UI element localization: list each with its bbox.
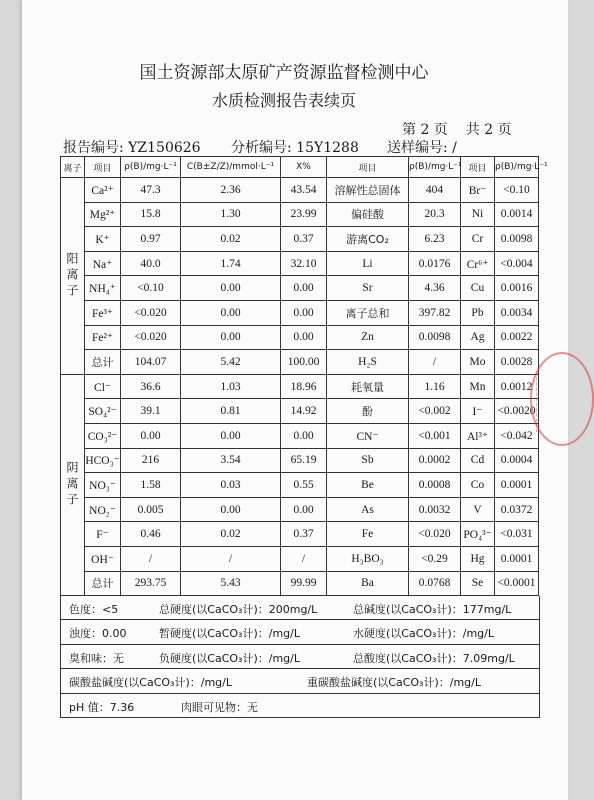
table-cell: 1.74 bbox=[181, 251, 281, 276]
table-cell: <0.002 bbox=[409, 399, 461, 424]
table-cell: NH₄⁺ bbox=[85, 276, 121, 301]
table-cell: / bbox=[121, 546, 181, 571]
header-cell: 项目 bbox=[327, 157, 409, 178]
page-info bbox=[402, 119, 530, 139]
table-row bbox=[61, 448, 539, 473]
table-cell: <0.020 bbox=[121, 300, 181, 325]
table-cell: <0.042 bbox=[495, 423, 539, 448]
table-cell: Br⁻ bbox=[461, 178, 495, 203]
table-cell: H₃BO₃ bbox=[327, 546, 409, 571]
table-cell: V bbox=[461, 497, 495, 522]
color-value: 色度：<5 bbox=[69, 603, 119, 616]
table-cell: 离子总和 bbox=[327, 300, 409, 325]
table-row bbox=[61, 571, 539, 596]
table-cell: Na⁺ bbox=[85, 251, 121, 276]
table-cell: Se bbox=[461, 571, 495, 596]
total-hardness: 总硬度(以CaCO₃计)：200mg/L bbox=[159, 603, 318, 616]
table-cell: 0.0016 bbox=[495, 276, 539, 301]
table-cell: 0.0022 bbox=[495, 325, 539, 350]
header-cell: C(B±Z/Z)/mmol·L⁻¹ bbox=[181, 157, 281, 178]
table-cell: Ca²⁺ bbox=[85, 178, 121, 203]
table-cell: 0.0034 bbox=[495, 300, 539, 325]
table-cell: <0.020 bbox=[121, 325, 181, 350]
table-cell: Ni bbox=[461, 202, 495, 227]
report-number-label: 报告编号: bbox=[63, 140, 124, 156]
header-cell: 项目 bbox=[85, 157, 121, 178]
table-row bbox=[61, 522, 539, 547]
table-cell: 0.0372 bbox=[495, 497, 539, 522]
table-cell: 酚 bbox=[327, 399, 409, 424]
negative-hardness: 负硬度(以CaCO₃计)：/mg/L bbox=[159, 651, 300, 665]
table-cell: <0.0020 bbox=[495, 399, 539, 424]
table-cell: 0.00 bbox=[181, 497, 281, 522]
table-cell: 404 bbox=[409, 178, 461, 203]
page-number: 第 2 页 bbox=[402, 122, 448, 138]
table-cell: 4.36 bbox=[409, 276, 461, 301]
table-cell: 0.0012 bbox=[495, 374, 539, 399]
table-row bbox=[61, 546, 539, 571]
table-cell: 0.0176 bbox=[409, 251, 461, 276]
table-cell: <0.29 bbox=[409, 546, 461, 571]
carbonate-alkalinity: 碳酸盐碱度(以CaCO₃计)：/mg/L bbox=[69, 676, 232, 690]
table-row bbox=[61, 178, 539, 203]
table-cell: / bbox=[281, 546, 327, 571]
table-cell: 总计 bbox=[85, 350, 121, 375]
table-cell: K⁺ bbox=[85, 227, 121, 252]
table-cell: 0.0014 bbox=[495, 202, 539, 227]
table-cell: 1.58 bbox=[121, 473, 181, 498]
analysis-number-block bbox=[231, 137, 387, 157]
footer-row bbox=[61, 669, 539, 693]
table-cell: 0.00 bbox=[181, 276, 281, 301]
table-cell: 0.0004 bbox=[495, 448, 539, 473]
table-row bbox=[61, 423, 539, 448]
table-cell: Ba bbox=[327, 571, 409, 596]
official-seal-arc bbox=[536, 372, 567, 432]
table-cell: 216 bbox=[121, 448, 181, 473]
table-cell: <0.004 bbox=[495, 251, 539, 276]
table-cell: I⁻ bbox=[461, 399, 495, 424]
table-cell: Fe²⁺ bbox=[85, 325, 121, 350]
table-cell: 3.54 bbox=[181, 448, 281, 473]
table-cell: Hg bbox=[461, 546, 495, 571]
table-cell: 0.0001 bbox=[495, 546, 539, 571]
sample-number-block bbox=[387, 137, 457, 157]
table-cell: NO₃⁻ bbox=[85, 473, 121, 498]
table-cell: F⁻ bbox=[85, 522, 121, 547]
table-cell: 0.005 bbox=[121, 497, 181, 522]
table-cell: Sb bbox=[327, 448, 409, 473]
table-cell: Cd bbox=[461, 448, 495, 473]
table-cell: Li bbox=[327, 251, 409, 276]
table-cell: 0.00 bbox=[281, 300, 327, 325]
water-hardness: 水硬度(以CaCO₃计)：/mg/L bbox=[353, 627, 494, 641]
table-row bbox=[61, 251, 539, 276]
report-footer bbox=[60, 596, 540, 718]
organization-title: 国土资源部太原矿产资源监督检测中心 bbox=[139, 63, 429, 83]
table-cell: 0.00 bbox=[281, 497, 327, 522]
table-cell: 偏硅酸 bbox=[327, 202, 409, 227]
table-cell: 5.43 bbox=[181, 571, 281, 596]
table-cell: 43.54 bbox=[281, 178, 327, 203]
header-cell: ρ(B)/mg·L⁻¹ bbox=[409, 157, 461, 178]
table-cell: 2.36 bbox=[181, 178, 281, 203]
table-cell: Al³⁺ bbox=[461, 423, 495, 448]
table-cell: 0.37 bbox=[281, 522, 327, 547]
bicarbonate-alkalinity: 重碳酸盐碱度(以CaCO₃计)：/mg/L bbox=[307, 676, 481, 690]
report-number-block bbox=[63, 137, 231, 157]
table-cell: <0.10 bbox=[495, 178, 539, 203]
table-cell: 6.23 bbox=[409, 227, 461, 252]
odor-value: 臭和味：无 bbox=[69, 651, 124, 665]
temporary-hardness: 暂硬度(以CaCO₃计)：/mg/L bbox=[159, 627, 300, 641]
table-cell: 104.07 bbox=[121, 350, 181, 375]
table-cell: 耗氧量 bbox=[327, 374, 409, 399]
table-cell: 0.0768 bbox=[409, 571, 461, 596]
footer-row bbox=[61, 645, 539, 669]
table-cell: 0.00 bbox=[281, 423, 327, 448]
sample-number-label: 送样编号: bbox=[387, 140, 448, 156]
table-cell: Mg²⁺ bbox=[85, 202, 121, 227]
table-cell: 0.46 bbox=[121, 522, 181, 547]
table-cell: 0.97 bbox=[121, 227, 181, 252]
table-cell: 游离CO₂ bbox=[327, 227, 409, 252]
footer-row bbox=[61, 620, 539, 644]
visible-matter: 肉眼可见物：无 bbox=[181, 700, 258, 714]
table-cell: Cu bbox=[461, 276, 495, 301]
table-cell: PO₄³⁻ bbox=[461, 522, 495, 547]
table-cell: 0.00 bbox=[181, 423, 281, 448]
ion-group-label: 阴离子 bbox=[61, 374, 85, 595]
table-cell: HCO₃⁻ bbox=[85, 448, 121, 473]
table-cell: 0.02 bbox=[181, 227, 281, 252]
page-total: 共 2 页 bbox=[465, 122, 512, 138]
table-cell: / bbox=[181, 546, 281, 571]
table-row bbox=[61, 325, 539, 350]
table-cell: <0.10 bbox=[121, 276, 181, 301]
table-cell: 0.00 bbox=[281, 276, 327, 301]
table-cell: 0.00 bbox=[181, 325, 281, 350]
table-cell: 0.0008 bbox=[409, 473, 461, 498]
table-cell: 1.30 bbox=[181, 202, 281, 227]
header-cell: X% bbox=[281, 157, 327, 178]
table-row bbox=[61, 227, 539, 252]
report-meta bbox=[63, 137, 457, 157]
table-cell: <0.031 bbox=[495, 522, 539, 547]
footer-row bbox=[61, 694, 539, 717]
table-cell: 36.6 bbox=[121, 374, 181, 399]
table-cell: 0.0002 bbox=[409, 448, 461, 473]
ph-value: pH 值：7.36 bbox=[69, 700, 135, 714]
table-cell: 0.81 bbox=[181, 399, 281, 424]
table-cell: 0.0098 bbox=[409, 325, 461, 350]
table-cell: Pb bbox=[461, 300, 495, 325]
ion-group-label: 阳离子 bbox=[61, 178, 85, 375]
table-cell: 0.37 bbox=[281, 227, 327, 252]
table-cell: 100.00 bbox=[281, 350, 327, 375]
table-cell: Mo bbox=[461, 350, 495, 375]
table-row bbox=[61, 300, 539, 325]
table-cell: <0.0001 bbox=[495, 571, 539, 596]
analysis-number: 15Y1288 bbox=[296, 140, 359, 156]
turbidity-value: 浊度：0.00 bbox=[69, 627, 127, 641]
report-title: 水质检测报告表续页 bbox=[211, 91, 356, 110]
table-cell: Cr⁶⁺ bbox=[461, 251, 495, 276]
table-cell: 47.3 bbox=[121, 178, 181, 203]
total-alkalinity: 总碱度(以CaCO₃计)：177mg/L bbox=[353, 603, 512, 616]
header-cell: ρ(B)/mg·L⁻¹ bbox=[495, 157, 539, 178]
table-cell: 32.10 bbox=[281, 251, 327, 276]
table-cell: 20.3 bbox=[409, 202, 461, 227]
table-cell: / bbox=[409, 350, 461, 375]
table-cell: 0.55 bbox=[281, 473, 327, 498]
table-row bbox=[61, 473, 539, 498]
table-cell: Be bbox=[327, 473, 409, 498]
table-cell: 40.0 bbox=[121, 251, 181, 276]
header-cell: 离子 bbox=[61, 157, 85, 178]
table-cell: 18.96 bbox=[281, 374, 327, 399]
table-cell: 0.0098 bbox=[495, 227, 539, 252]
table-cell: Mn bbox=[461, 374, 495, 399]
table-cell: 397.82 bbox=[409, 300, 461, 325]
table-row bbox=[61, 276, 539, 301]
table-row bbox=[61, 374, 539, 399]
table-cell: OH⁻ bbox=[85, 546, 121, 571]
table-cell: 0.0028 bbox=[495, 350, 539, 375]
table-cell: Fe³⁺ bbox=[85, 300, 121, 325]
footer-row bbox=[61, 596, 539, 620]
table-cell: 0.00 bbox=[281, 325, 327, 350]
water-quality-table bbox=[60, 156, 548, 596]
table-cell: Cr bbox=[461, 227, 495, 252]
table-cell: 总计 bbox=[85, 571, 121, 596]
header-cell: ρ(B)/mg·L⁻¹ bbox=[121, 157, 181, 178]
table-cell: 0.00 bbox=[181, 300, 281, 325]
table-cell: <0.001 bbox=[409, 423, 461, 448]
table-row bbox=[61, 350, 539, 375]
table-cell: Co bbox=[461, 473, 495, 498]
table-cell: CN⁻ bbox=[327, 423, 409, 448]
table-cell: 293.75 bbox=[121, 571, 181, 596]
table-row bbox=[61, 399, 539, 424]
table-header-row bbox=[61, 157, 539, 178]
table-cell: Zn bbox=[327, 325, 409, 350]
table-cell: 0.02 bbox=[181, 522, 281, 547]
table-cell: <0.020 bbox=[409, 522, 461, 547]
analysis-number-label: 分析编号: bbox=[231, 140, 292, 156]
table-cell: 14.92 bbox=[281, 399, 327, 424]
table-cell: 溶解性总固体 bbox=[327, 178, 409, 203]
total-acidity: 总酸度(以CaCO₃计)：7.09mg/L bbox=[353, 651, 515, 665]
table-cell: 1.03 bbox=[181, 374, 281, 399]
table-cell: 23.99 bbox=[281, 202, 327, 227]
sample-number: / bbox=[452, 140, 457, 156]
table-cell: Fe bbox=[327, 522, 409, 547]
table-row bbox=[61, 202, 539, 227]
table-cell: 5.42 bbox=[181, 350, 281, 375]
report-number: YZ150626 bbox=[128, 140, 201, 156]
table-row bbox=[61, 497, 539, 522]
table-cell: 15.8 bbox=[121, 202, 181, 227]
table-cell: 99.99 bbox=[281, 571, 327, 596]
header-cell: 项目 bbox=[461, 157, 495, 178]
table-cell: 0.00 bbox=[121, 423, 181, 448]
table-cell: 1.16 bbox=[409, 374, 461, 399]
table-cell: CO₃²⁻ bbox=[85, 423, 121, 448]
table-cell: 65.19 bbox=[281, 448, 327, 473]
table-cell: As bbox=[327, 497, 409, 522]
table-cell: 0.03 bbox=[181, 473, 281, 498]
table-cell: H₂S bbox=[327, 350, 409, 375]
table-cell: Ag bbox=[461, 325, 495, 350]
table-cell: 0.0001 bbox=[495, 473, 539, 498]
table-cell: SO₄²⁻ bbox=[85, 399, 121, 424]
table-cell: Sr bbox=[327, 276, 409, 301]
table-cell: Cl⁻ bbox=[85, 374, 121, 399]
table-cell: 0.0032 bbox=[409, 497, 461, 522]
table-cell: NO₂⁻ bbox=[85, 497, 121, 522]
table-cell: 39.1 bbox=[121, 399, 181, 424]
